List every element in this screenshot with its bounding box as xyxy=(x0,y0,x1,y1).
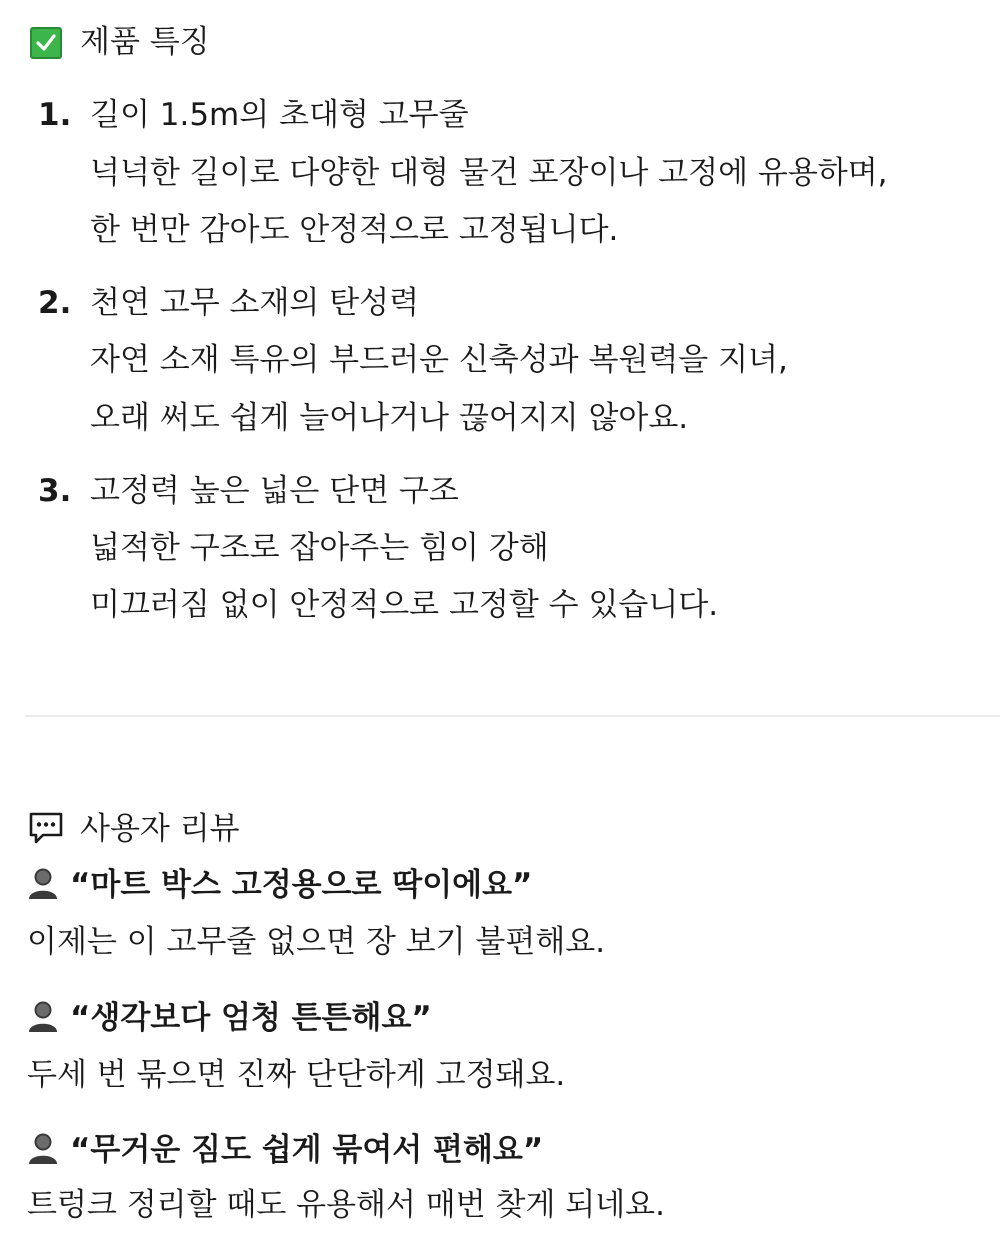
person-icon xyxy=(26,999,60,1033)
review-body: 이제는 이 고무줄 없으면 장 보기 불편해요. xyxy=(27,924,606,960)
feature-line: 오래 써도 쉽게 늘어나거나 끊어지지 않아요. xyxy=(90,400,689,436)
feature-heading: 고정력 높은 넓은 단면 구조 xyxy=(90,473,459,509)
feature-line: 한 번만 감아도 안정적으로 고정됩니다. xyxy=(90,212,619,248)
review-quote: “생각보다 엄청 튼튼해요” xyxy=(70,1000,432,1036)
feature-heading: 길이 1.5m의 초대형 고무줄 xyxy=(90,97,469,133)
feature-line: 미끄러짐 없이 안정적으로 고정할 수 있습니다. xyxy=(90,587,719,623)
feature-number: 2. xyxy=(38,285,72,321)
features-title: 제품 특징 xyxy=(80,24,210,60)
review-quote: “마트 박스 고정용으로 딱이에요” xyxy=(70,867,533,903)
feature-heading: 천연 고무 소재의 탄성력 xyxy=(90,285,420,321)
person-icon xyxy=(26,866,60,900)
review-body: 트렁크 정리할 때도 유용해서 매번 찾게 되네요. xyxy=(27,1187,665,1223)
feature-line: 넓적한 구조로 잡아주는 힘이 강해 xyxy=(90,530,549,566)
speech-bubble-icon xyxy=(27,810,65,846)
check-box-icon xyxy=(30,27,62,59)
section-divider xyxy=(25,715,1000,717)
feature-line: 자연 소재 특유의 부드러운 신축성과 복원력을 지녀, xyxy=(90,342,788,378)
review-quote: “무거운 짐도 쉽게 묶여서 편해요” xyxy=(70,1132,544,1168)
feature-number: 3. xyxy=(38,473,72,509)
person-icon xyxy=(26,1131,60,1165)
feature-number: 1. xyxy=(38,97,72,133)
reviews-title: 사용자 리뷰 xyxy=(80,811,240,847)
review-body: 두세 번 묶으면 진짜 단단하게 고정돼요. xyxy=(27,1057,566,1093)
feature-line: 넉넉한 길이로 다양한 대형 물건 포장이나 고정에 유용하며, xyxy=(90,155,888,191)
